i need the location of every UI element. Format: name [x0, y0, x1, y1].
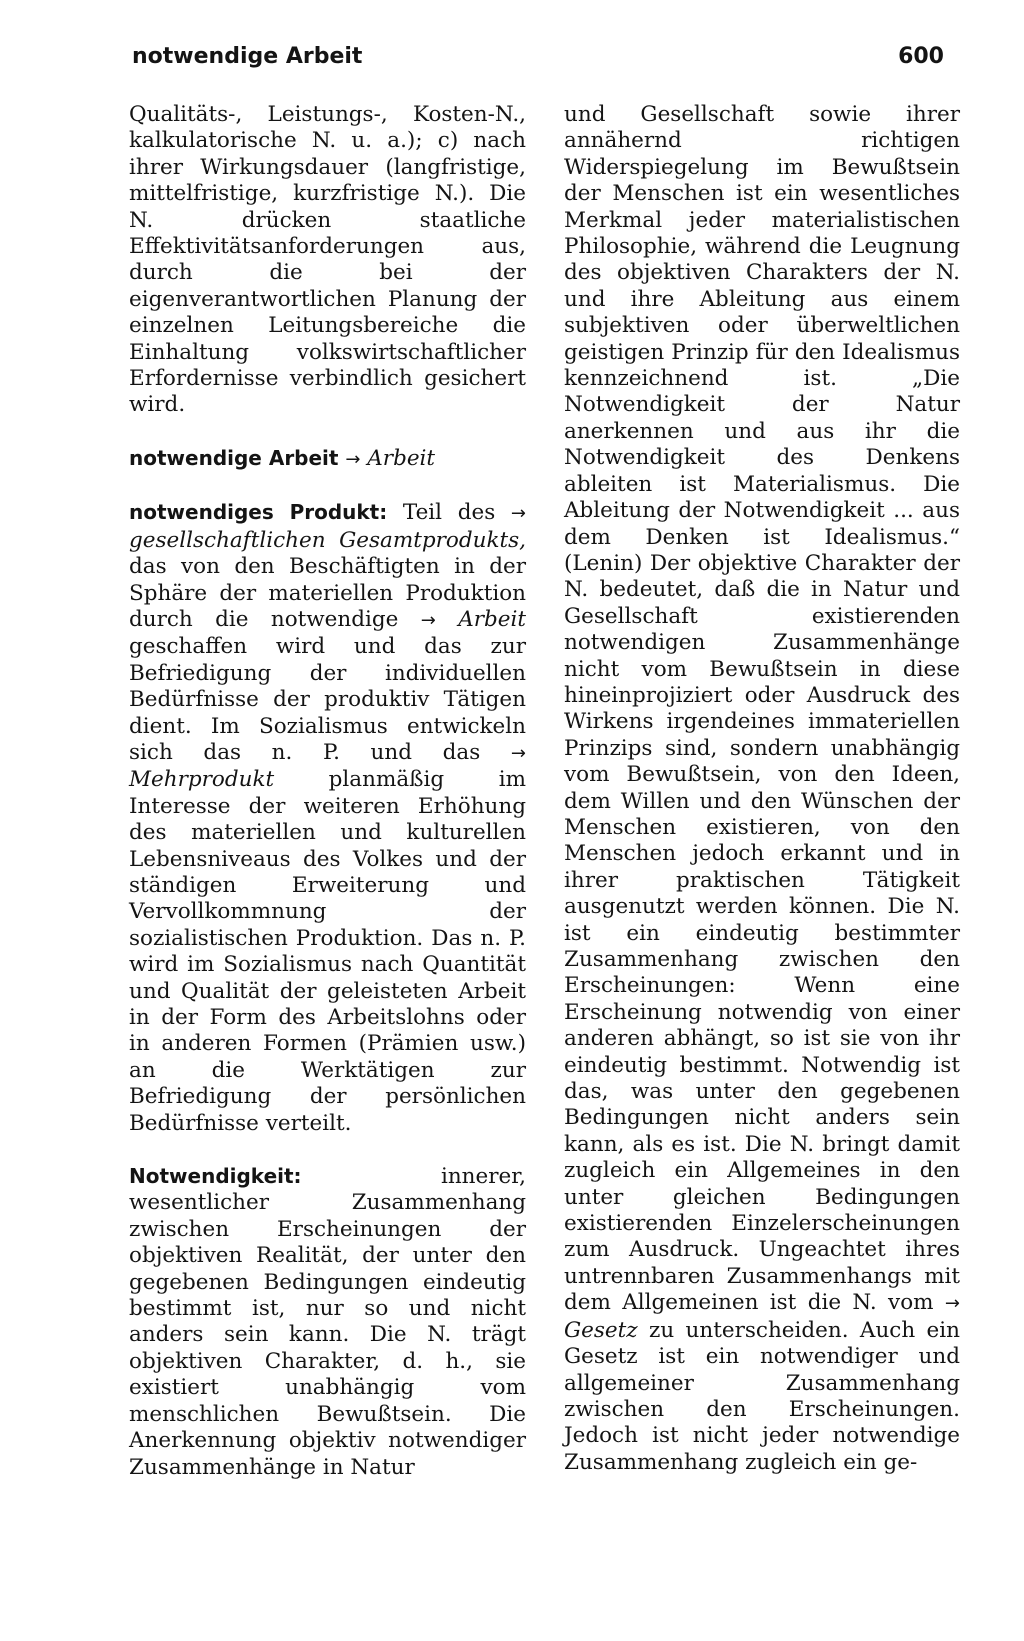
entry-text: innerer, wesentlicher Zusammenhang zwischen Erscheinungen der objektiven Realität, der unter den gegebenen Bedingungen eindeutig bestimmt ist, nur so und nicht anders sein kann. Die N. trägt objektiven Charakter, d. h., sie existiert unabhängig vom menschlichen Bewußtsein. Die Anerkennung objektiv notwendiger Zusammenhänge in Natur [129, 1164, 526, 1480]
entry-text: planmäßig im Interesse der weiteren Erhöhung des materiellen und kulturellen Lebensniveaus des Volkes und der ständigen Erweiterung und Vervollkommnung der sozialistischen Produktion. Das n. P. wird im Sozialismus nach Quantität und Qualität der geleisteten Arbeit in der Form des Arbeitslohns oder in anderen Formen (Prämien usw.) an die Werktätigen zur Befriedigung der persönlichen Bedürfnisse verteilt. [129, 767, 526, 1136]
entry-text: und Gesellschaft sowie ihrer annähernd richtigen Widerspiegelung im Bewußtsein der Menschen ist ein wesentliches Merkmal jeder materialistischen Philosophie, während die Leugnung des objektiven Charakters der N. und ihre Ableitung aus einem subjektiven oder überweltlichen geistigen Prinzip für den Idealismus kennzeichnend ist. „Die Notwendigkeit der Natur anerkennen und aus ihr die Notwendigkeit des Denkens ableiten ist Materialismus. Die Ableitung der Notwendigkeit ... aus dem Denken ist Idealismus.“ (Lenin) Der objektive Charakter der N. bedeutet, daß die in Natur und Gesellschaft existierenden notwendigen Zusammenhänge nicht vom Bewußtsein in diese hineinprojiziert oder Ausdruck des Wirkens irgendeines immateriellen Prinzips sind, sondern unabhängig vom Bewußtsein, von den Ideen, dem Willen und den Wünschen der Menschen existieren, von den Menschen jedoch erkannt und in ihrer praktischen Tätigkeit ausgenutzt werden können. Die N. ist ein eindeutig bestimmter Zusammenhang zwischen den Erscheinungen: Wenn eine Erscheinung notwendig von einer anderen abhängt, so ist sie von ihr eindeutig bestimmt. Notwendig ist das, was unter den gegebenen Bedingungen nicht anders sein kann, als es ist. Die N. bringt damit zugleich ein Allgemeines in den unter gleichen Bedingungen existierenden Einzelerscheinungen zum Ausdruck. Ungeachtet ihres untrennbaren Zusammenhangs mit dem Allgemeinen ist die N. vom [564, 102, 960, 1316]
cross-reference-arbeit[interactable]: Arbeit [367, 445, 436, 471]
entry-continuation [129, 102, 526, 419]
right-column [564, 102, 960, 1502]
arrow-icon: → [944, 1293, 960, 1315]
entry-notwendige-arbeit [129, 445, 526, 473]
cross-reference-gesetz[interactable]: Gesetz [564, 1317, 638, 1343]
headword-notwendigkeit: Notwendigkeit: [129, 1164, 302, 1189]
page-header [132, 44, 944, 69]
headword-notwendiges-produkt: notwendiges Produkt: [129, 500, 388, 525]
arrow-icon: → [510, 503, 526, 525]
arrow-icon: → [420, 609, 436, 631]
arrow-icon: → [345, 448, 361, 470]
entry-notwendigkeit [129, 1163, 526, 1481]
continuation-text: Qualitäts-, Leistungs-, Kosten-N., kalkulatorische N. u. a.); c) nach ihrer Wirkungsdauer (langfristige, mittelfristige, kurzfristige N.). Die N. drücken staatliche Effektivitätsanforderungen aus, durch die bei der eigenverantwortlichen Planung der einzelnen Leitungsbereiche die Einhaltung volkswirtschaftlicher Erfordernisse verbindlich gesichert wird. [129, 102, 526, 418]
cross-reference-gesamtprodukt[interactable]: gesellschaftlichen Gesamtprodukts, [129, 527, 526, 553]
cross-reference-mehrprodukt[interactable]: Mehrprodukt [129, 767, 275, 793]
cross-reference-arbeit[interactable]: Arbeit [458, 606, 526, 632]
headword-notwendige-arbeit: notwendige Arbeit [129, 445, 339, 470]
left-column [129, 102, 526, 1507]
entry-notwendigkeit-continued [564, 102, 960, 1476]
page-number: 600 [898, 44, 944, 69]
arrow-icon: → [510, 742, 526, 764]
entry-text: zu unterscheiden. Auch ein Gesetz ist ein notwendiger und allgemeiner Zusammenhang zwischen den Erscheinungen. Jedoch ist nicht jeder notwendige Zusammenhang zugleich ein ge- [564, 1317, 960, 1475]
entry-text: Teil des [387, 500, 511, 526]
entry-text: geschaffen wird und das zur Befriedigung der individuellen Bedürfnisse der produktiv Tätigen dient. Im Sozialismus entwickeln sich das n. P. und das [129, 634, 526, 765]
running-head: notwendige Arbeit [132, 44, 363, 69]
entry-notwendiges-produkt [129, 499, 526, 1137]
entry-text: das von den Beschäftigten in der Sphäre der materiellen Produktion durch die notwendige [129, 554, 526, 632]
